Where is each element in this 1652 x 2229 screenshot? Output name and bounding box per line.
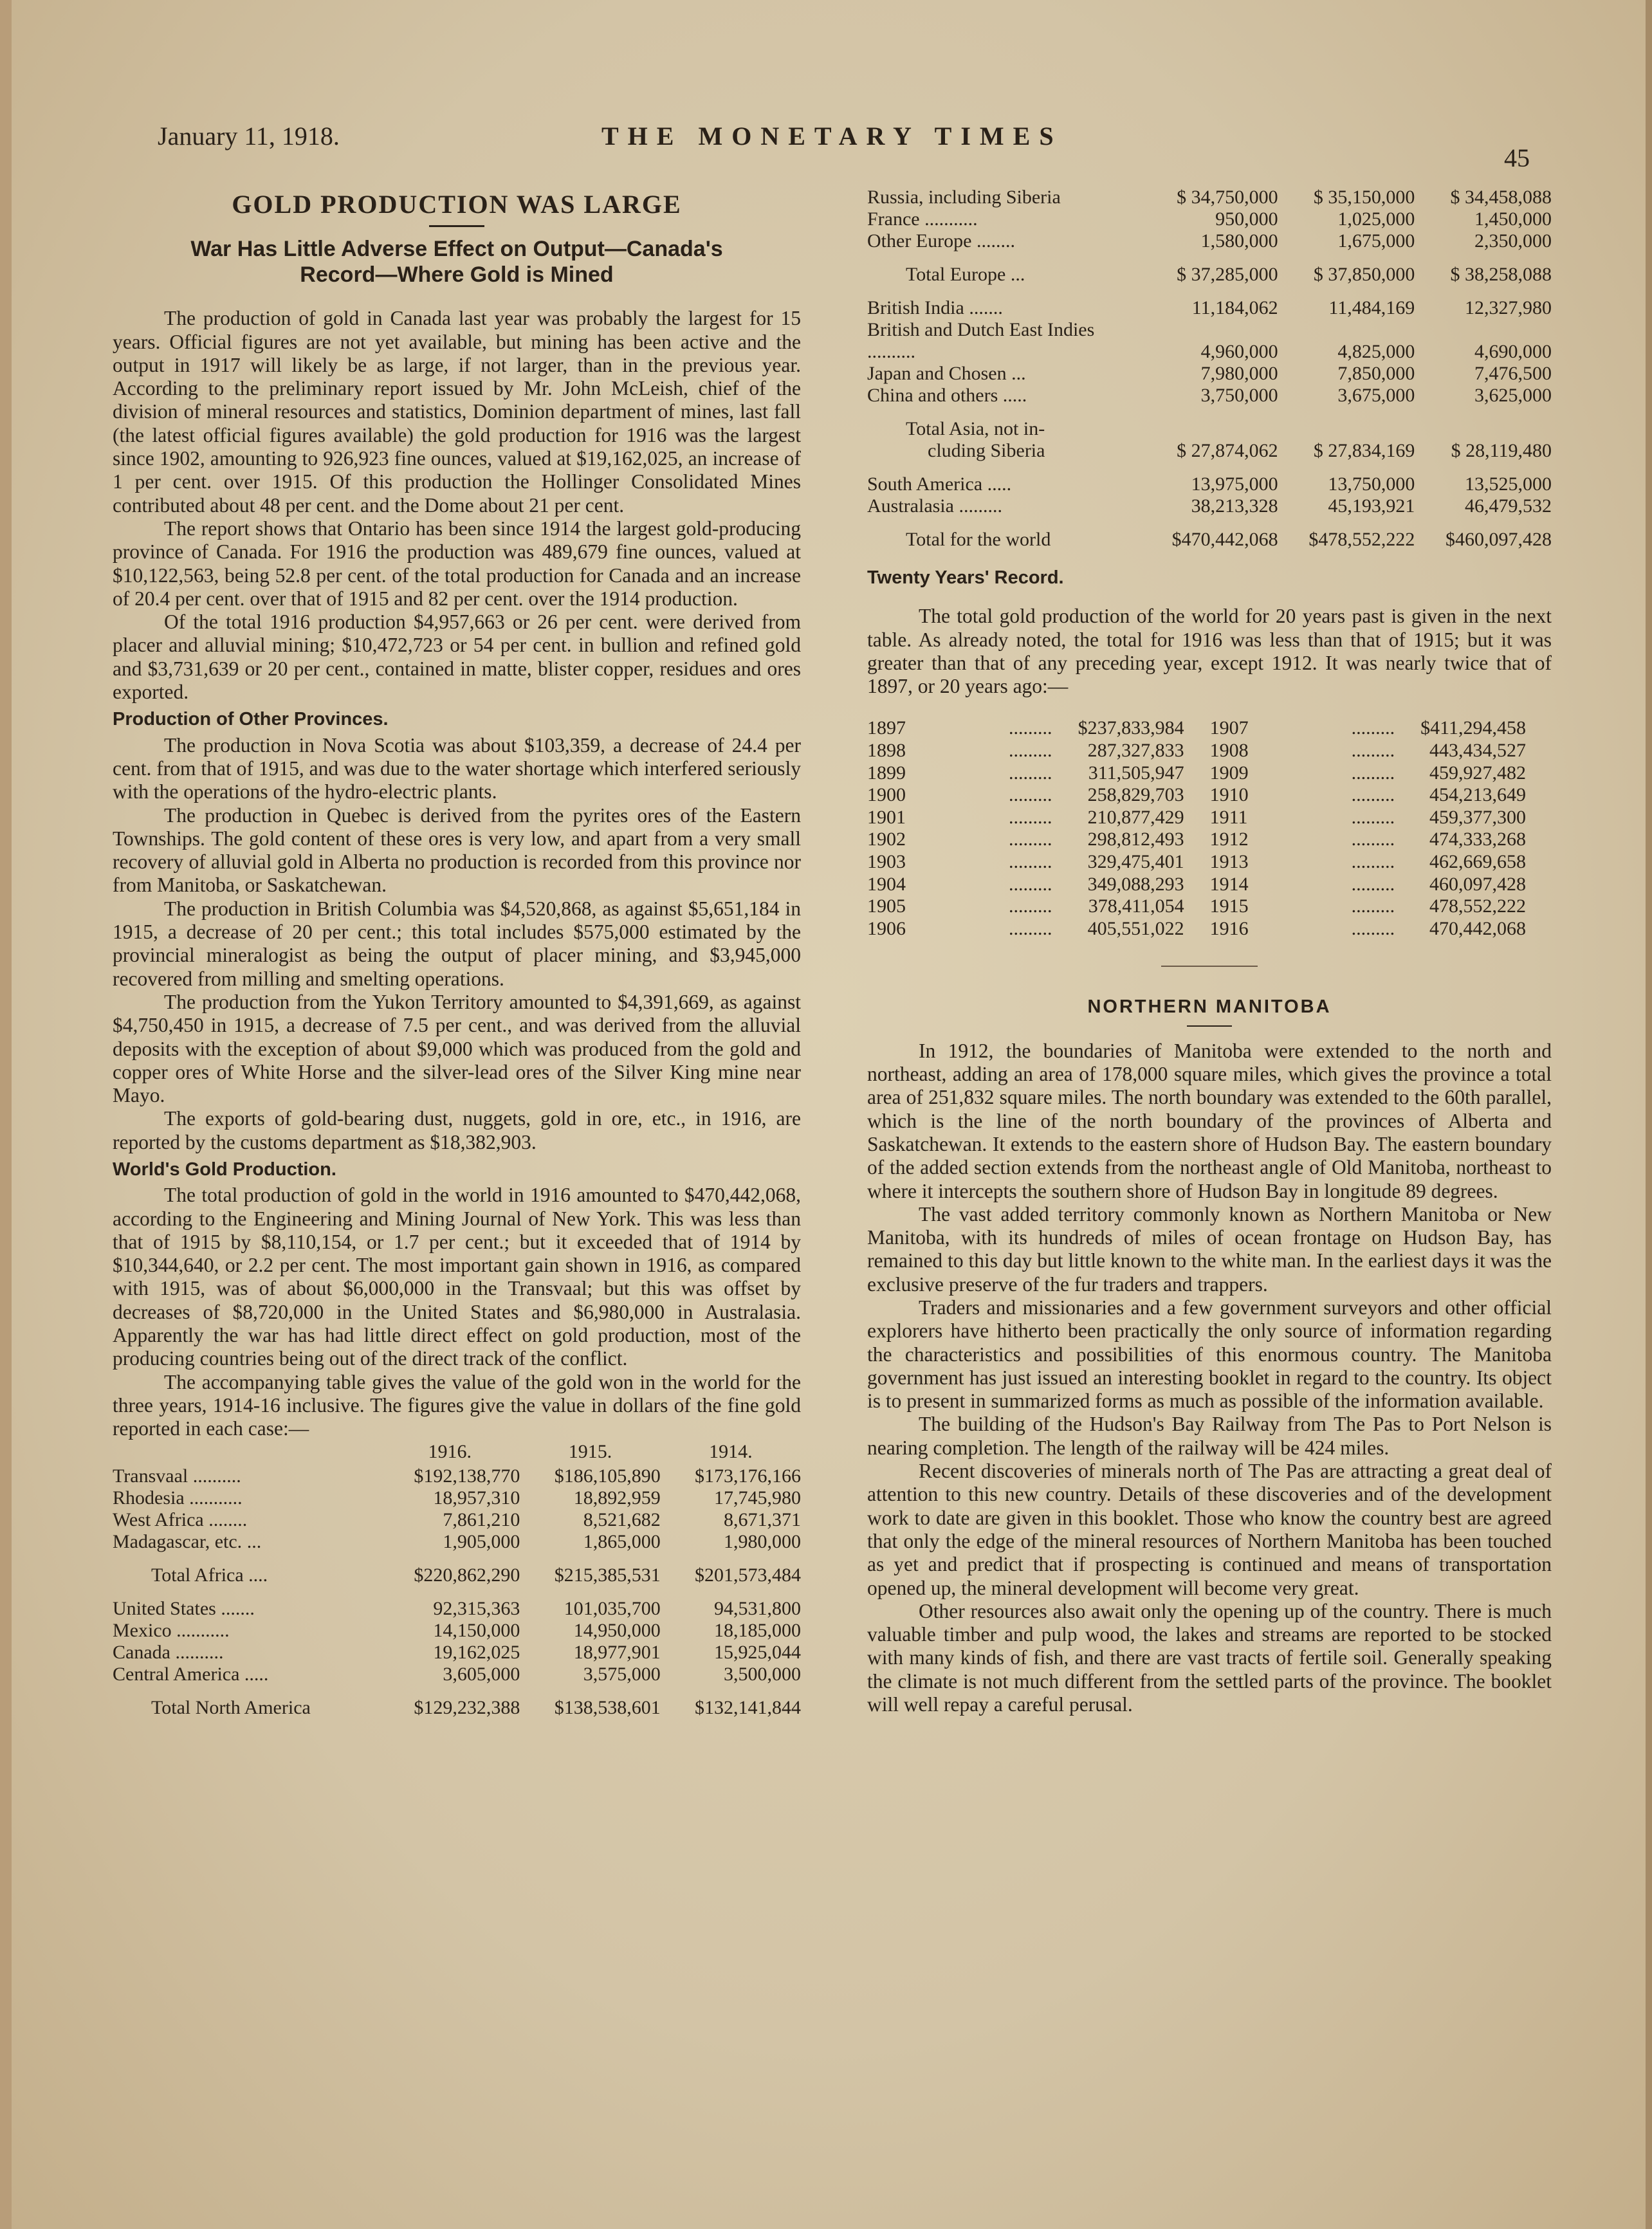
cell-value: 18,892,959 [573, 1487, 661, 1509]
leader-dots: ..... [1002, 385, 1027, 406]
leader-dots: ......... [1351, 895, 1395, 917]
value-cell: 329,475,401 [1087, 851, 1184, 873]
value-cell: 258,829,703 [1087, 784, 1184, 806]
cell-value: 92,315,363 [433, 1597, 520, 1619]
year-header: 1915. [568, 1440, 612, 1462]
table-row [867, 762, 1552, 785]
leader-dots: ........ [976, 230, 1015, 252]
year-header: 1916. [428, 1440, 472, 1462]
cell-value: 46,479,532 [1465, 495, 1552, 517]
paragraph: Traders and missionaries and a few government surveyors and other official explorers have hitherto been practically the only source of information regarding the characteristics and possibilities of this enormous country. The Manitoba government has just issued an interesting booklet in regard to the country. Its object is to present in summarized forms as much as possible of the information available. [867, 1296, 1552, 1413]
paragraph: The production in Nova Scotia was about $103,359, a decrease of 24.4 per cent. from that of 1915, and was due to the water shortage which interfered seriously with the operations of the hydro-electric plants. [113, 733, 801, 803]
cell-value: 18,957,310 [433, 1487, 520, 1509]
cell-value: $129,232,388 [414, 1696, 520, 1718]
cell-value: 1,980,000 [724, 1530, 801, 1552]
row-label: United States [113, 1597, 216, 1619]
year-cell: 1910 [1209, 784, 1249, 806]
value-cell: 474,333,268 [1429, 829, 1526, 850]
cell-value: 17,745,980 [714, 1487, 801, 1509]
cell-value: 2,350,000 [1474, 230, 1552, 252]
value-cell: 210,877,429 [1087, 806, 1184, 828]
cell-value: $ 37,285,000 [1177, 264, 1278, 285]
leader-dots: ......... [1009, 762, 1052, 784]
cell-value: 18,977,901 [573, 1641, 661, 1663]
paragraph: Recent discoveries of minerals north of The Pas are attracting a great deal of attention to this new country. Details of these discoveries and of the development work to date are given in this booklet. Those who know the country best are agreed that only the edge of the mineral resources of Northern Manitoba has been touched as yet and predict that if prospecting is continued and means of transportation opened up, the mineral development will become very great. [867, 1460, 1552, 1599]
year-cell: 1906 [867, 917, 906, 939]
value-cell: 311,505,947 [1088, 762, 1184, 784]
table-row [867, 717, 1552, 740]
paragraph: The production in British Columbia was $4,520,868, as against $5,651,184 in 1915, a decrease of 20 per cent.; this total includes $575,000 estimated by the provincial mineralogist as being the output of placer mining, and $3,945,000 recovered from milling and smelting operations. [113, 897, 801, 990]
cell-value: $ 27,874,062 [1177, 440, 1278, 461]
leader-dots: .......... [175, 1641, 224, 1663]
row-label: Mexico [113, 1619, 172, 1641]
table-row [867, 297, 1552, 319]
cell-value: 14,950,000 [573, 1619, 661, 1641]
cell-value: 45,193,921 [1328, 495, 1415, 517]
section-heading: Twenty Years' Record. [867, 567, 1064, 588]
year-header-row [113, 1441, 801, 1465]
cell-value: $ 27,834,169 [1313, 440, 1415, 461]
leader-dots: ... [1010, 264, 1025, 285]
cell-value: 13,975,000 [1191, 473, 1278, 495]
title-rule [429, 225, 484, 227]
leader-dots: ....... [969, 297, 1003, 318]
table-row [867, 495, 1552, 517]
paragraph: The production from the Yukon Territory amounted to $4,391,669, as against $4,750,450 in 1915, a decrease of 7.5 per cent., and was derived from the alluvial deposits with the exception of about $9,000 which was produced from the gold and copper ores of White Horse and the silver-lead ores of the Silver King mine near Mayo. [113, 990, 801, 1107]
table-row [867, 187, 1552, 208]
total-row [867, 517, 1552, 562]
leader-dots: ..... [987, 473, 1012, 495]
row-label: Total Asia, not in- [906, 418, 1045, 439]
cell-value: $173,176,166 [695, 1465, 801, 1487]
row-label: Transvaal [113, 1465, 188, 1487]
cell-value: 1,025,000 [1337, 208, 1415, 230]
leader-dots: ... [246, 1530, 262, 1552]
value-cell: 287,327,833 [1087, 740, 1184, 762]
leader-dots: ......... [1351, 740, 1395, 762]
leader-dots: ......... [1351, 873, 1395, 895]
leader-dots: ......... [1009, 740, 1052, 762]
cell-value: $470,442,068 [1171, 529, 1278, 550]
cell-value: 101,035,700 [564, 1597, 661, 1619]
article-title: NORTHERN MANITOBA [1087, 996, 1332, 1018]
cell-value: $ 34,750,000 [1177, 187, 1278, 208]
year-cell: 1898 [867, 740, 906, 762]
leader-dots: ......... [1351, 717, 1395, 739]
left-column [113, 187, 801, 1730]
year-cell: 1916 [1209, 917, 1249, 939]
row-label: Russia, including Siberia [867, 187, 1061, 208]
cell-value: 13,525,000 [1465, 473, 1552, 495]
paragraph: The total production of gold in the world in 1916 amounted to $470,442,068, according to the Engineering and Mining Journal of New York. This was less than that of 1915 by $8,110,154, or 1.7 per cent.; but it exceeded that of 1914 by $10,344,640, or 2.2 per cent. The most important gain shown in 1916, as compared with 1915, was of about $6,000,000 in the Transvaal; but this was offset by decreases of $8,720,000 in the United States and $6,980,000 in Australasia. Apparently the war has had little direct effect on gold production, most of the producing countries being out of the direct track of the conflict. [113, 1184, 801, 1370]
leader-dots: ........... [924, 208, 978, 230]
table-row [867, 807, 1552, 829]
cell-value: $460,097,428 [1446, 529, 1552, 550]
total-row [113, 1553, 801, 1598]
paragraph: The production of gold in Canada last year was probably the largest for 15 years. Official figures are not yet available, but mining has been active and the output in 1917 will likely be as large, if not larger, than in the previous year. According to the preliminary report issued by Mr. John McLeish, chief of the division of mineral resources and statistics, Dominion department of mines, last fall (the latest official figures available) the gold production for 1916 was the largest since 1902, amounting to 926,923 fine ounces, valued at $19,162,025, an increase of 1 per cent. over 1915. Of this production the Hollinger Consolidated Mines contributed about 48 per cent. and the Dome about 21 per cent. [113, 307, 801, 517]
section-separator [1161, 966, 1258, 967]
cell-value: 11,484,169 [1328, 297, 1415, 318]
row-label: Total Africa [151, 1564, 244, 1586]
leader-dots: ......... [1009, 806, 1052, 828]
year-header: 1914. [709, 1440, 753, 1462]
value-cell: 405,551,022 [1087, 917, 1184, 939]
cell-value: $220,862,290 [414, 1564, 520, 1586]
paragraph: Other resources also await only the opening up of the country. There is much valuable timber and pulp wood, the lakes and streams are reported to be stocked with many kinds of fish, and there are vast tracts of fertile soil. Generally speaking the climate is not much different from the settled parts of the province. The booklet will well repay a careful perusal. [867, 1599, 1552, 1716]
leader-dots: ......... [1009, 829, 1052, 850]
leader-dots: ......... [1351, 917, 1395, 939]
leader-dots: ........... [176, 1619, 230, 1641]
cell-value: 7,476,500 [1474, 363, 1552, 384]
value-cell: 470,442,068 [1429, 917, 1526, 939]
value-cell: 349,088,293 [1087, 873, 1184, 895]
cell-value: $138,538,601 [554, 1696, 661, 1718]
twenty-years-body [867, 717, 1552, 940]
table-row [113, 1509, 801, 1531]
table-row [867, 829, 1552, 851]
cell-value: 3,605,000 [443, 1663, 520, 1685]
leader-dots: ......... [1009, 851, 1052, 873]
table-row [867, 385, 1552, 407]
cell-value: $ 35,150,000 [1313, 187, 1415, 208]
value-cell: 378,411,054 [1088, 895, 1184, 917]
cell-value: $192,138,770 [414, 1465, 520, 1487]
year-cell: 1903 [867, 851, 906, 873]
cell-value: 94,531,800 [714, 1597, 801, 1619]
title-rule [1187, 1025, 1232, 1027]
row-label: cluding Siberia [928, 440, 1045, 461]
paragraph: The vast added territory commonly known as Northern Manitoba or New Manitoba, with its hundreds of miles of ocean frontage on Hudson Bay, has remained to this day but little known to the white man. In the earliest days it was the exclusive preserve of the fur traders and trappers. [867, 1202, 1552, 1296]
cell-value: 1,865,000 [583, 1530, 661, 1552]
row-label: British India [867, 297, 964, 318]
year-cell: 1904 [867, 873, 906, 895]
total-row [867, 407, 1552, 473]
subtitle-line-1: War Has Little Adverse Effect on Output—Canada's [190, 237, 723, 262]
section-heading: World's Gold Production. [113, 1159, 336, 1180]
year-cell: 1914 [1209, 873, 1249, 895]
year-cell: 1901 [867, 806, 906, 828]
table-row [113, 1620, 801, 1642]
row-label: Central America [113, 1663, 240, 1685]
cell-value: $ 37,850,000 [1313, 264, 1415, 285]
year-cell: 1900 [867, 784, 906, 806]
issue-date: January 11, 1918. [158, 122, 340, 151]
table-row [867, 851, 1552, 874]
cell-value: 14,150,000 [433, 1619, 520, 1641]
year-cell: 1897 [867, 717, 906, 739]
subtitle-line-2: Record—Where Gold is Mined [300, 262, 614, 288]
row-label: Other Europe [867, 230, 972, 252]
table-row [867, 895, 1552, 918]
paragraph: Of the total 1916 production $4,957,663 or 26 per cent. were derived from placer and alluvial mining; $10,472,723 or 54 per cent. in bullion and refined gold and $3,731,639 or 20 per cent., contained in matte, blister copper, residues and ores exported. [113, 610, 801, 704]
table-row [113, 1465, 801, 1487]
article-title: GOLD PRODUCTION WAS LARGE [232, 190, 682, 219]
table-row [867, 319, 1552, 363]
table-row [113, 1642, 801, 1664]
value-cell: $237,833,984 [1078, 717, 1184, 739]
cell-value: 8,521,682 [583, 1509, 661, 1530]
row-label: West Africa [113, 1509, 204, 1530]
cell-value: $ 28,119,480 [1451, 440, 1552, 461]
cell-value: $186,105,890 [554, 1465, 661, 1487]
year-cell: 1911 [1209, 806, 1248, 828]
table-row [113, 1598, 801, 1620]
cell-value: 7,861,210 [443, 1509, 520, 1530]
leader-dots: ........ [208, 1509, 248, 1530]
cell-value: 3,750,000 [1200, 385, 1278, 406]
row-label: Total North America [151, 1696, 311, 1718]
year-cell: 1899 [867, 762, 906, 784]
cell-value: 8,671,371 [724, 1509, 801, 1530]
cell-value: $ 34,458,088 [1450, 187, 1552, 208]
cell-value: 38,213,328 [1191, 495, 1278, 517]
page-edge-right [1646, 0, 1652, 2229]
row-label: Japan and Chosen [867, 363, 1007, 384]
table-row [113, 1664, 801, 1685]
paragraph: The exports of gold-bearing dust, nuggets, gold in ore, etc., in 1916, are reported by the customs department as $18,382,903. [113, 1107, 801, 1153]
cell-value: 7,980,000 [1200, 363, 1278, 384]
cell-value: 1,905,000 [443, 1530, 520, 1552]
cell-value: 4,825,000 [1337, 341, 1415, 362]
cell-value: 4,690,000 [1474, 341, 1552, 362]
value-cell: 298,812,493 [1087, 829, 1184, 850]
cell-value: $478,552,222 [1308, 529, 1415, 550]
cell-value: $132,141,844 [695, 1696, 801, 1718]
leader-dots: ......... [1351, 762, 1395, 784]
value-cell: 459,927,482 [1429, 762, 1526, 784]
year-cell: 1912 [1209, 829, 1249, 850]
year-cell: 1907 [1209, 717, 1249, 739]
cell-value: 3,500,000 [724, 1663, 801, 1685]
row-label: China and others [867, 385, 998, 406]
cell-value: 12,327,980 [1465, 297, 1552, 318]
row-label: Madagascar, etc. [113, 1530, 243, 1552]
cell-value: 3,675,000 [1337, 385, 1415, 406]
paragraph: The building of the Hudson's Bay Railway from The Pas to Port Nelson is nearing completion. The length of the railway will be 424 miles. [867, 1413, 1552, 1459]
paragraph: The accompanying table gives the value of the gold won in the world for the three years, 1914-16 inclusive. The figures give the value in dollars of the fine gold reported in each case:— [113, 1370, 801, 1440]
row-label: Total Europe [906, 264, 1006, 285]
total-row [867, 252, 1552, 297]
table-row [867, 740, 1552, 762]
row-label: Total for the world [906, 529, 1051, 550]
leader-dots: .... [248, 1564, 268, 1586]
table-row [113, 1531, 801, 1553]
year-cell: 1902 [867, 829, 906, 850]
value-cell: 443,434,527 [1429, 740, 1526, 762]
masthead-title: THE MONETARY TIMES [601, 122, 1063, 151]
paragraph: The report shows that Ontario has been since 1914 the largest gold-producing province of Canada. For 1916 the production was 489,679 fine ounces, valued at $10,122,563, being 52.8 per cent. of the total production for Canada and an increase of 20.4 per cent. over that of 1915 and 82 per cent. over the 1914 production. [113, 517, 801, 610]
twenty-years-table [867, 717, 1552, 940]
leader-dots: ......... [1009, 784, 1052, 806]
cell-value: 4,960,000 [1200, 341, 1278, 362]
leader-dots: ......... [1009, 717, 1052, 739]
page-number: 45 [1504, 143, 1530, 172]
cell-value: 3,575,000 [583, 1663, 661, 1685]
cell-value: $215,385,531 [554, 1564, 661, 1586]
leader-dots: .......... [867, 341, 915, 362]
paragraph: The production in Quebec is derived from the pyrites ores of the Eastern Townships. The gold content of these ores is very low, and apart from a very small recovery of alluvial gold in Alberta no production is recorded from this province nor from Manitoba, or Saskatchewan. [113, 803, 801, 897]
table-row [867, 208, 1552, 230]
value-cell: 462,669,658 [1429, 851, 1526, 873]
leader-dots: .......... [192, 1465, 241, 1487]
year-cell: 1913 [1209, 851, 1249, 873]
leader-dots: ......... [1351, 806, 1395, 828]
cell-value: 13,750,000 [1328, 473, 1415, 495]
value-cell: 460,097,428 [1429, 873, 1526, 895]
table-row [867, 918, 1552, 940]
leader-dots: ....... [221, 1597, 255, 1619]
row-label: Rhodesia [113, 1487, 185, 1509]
year-cell: 1909 [1209, 762, 1249, 784]
row-label: South America [867, 473, 983, 495]
leader-dots: ......... [1009, 873, 1052, 895]
year-cell: 1905 [867, 895, 906, 917]
cell-value: $201,573,484 [695, 1564, 801, 1586]
gold-production-table-europe-asia [867, 187, 1552, 562]
leader-dots: ... [1011, 363, 1026, 384]
paragraph: The total gold production of the world for 20 years past is given in the next table. As already noted, the total for 1916 was less than that of 1915; but it was greater than that of any preceding year, except 1912. It was nearly twice that of 1897, or 20 years ago:— [867, 605, 1552, 698]
section-heading: Production of Other Provinces. [113, 709, 389, 730]
page-edge-left [0, 0, 12, 2229]
row-label: France [867, 208, 920, 230]
cell-value: 15,925,044 [714, 1641, 801, 1663]
row-label: Australasia [867, 495, 954, 517]
cell-value: 19,162,025 [433, 1641, 520, 1663]
table-row [867, 363, 1552, 385]
table-row [867, 230, 1552, 252]
leader-dots: ......... [1009, 895, 1052, 917]
value-cell: $411,294,458 [1420, 717, 1526, 739]
table-row [113, 1487, 801, 1509]
cell-value: 7,850,000 [1337, 363, 1415, 384]
row-label: Canada [113, 1641, 170, 1663]
cell-value: 11,184,062 [1191, 297, 1278, 318]
leader-dots: ......... [1351, 829, 1395, 850]
row-label: British and Dutch East Indies [867, 319, 1095, 340]
cell-value: 18,185,000 [714, 1619, 801, 1641]
value-cell: 459,377,300 [1429, 806, 1526, 828]
leader-dots: ..... [244, 1663, 269, 1685]
cell-value: 1,580,000 [1200, 230, 1278, 252]
year-cell: 1908 [1209, 740, 1249, 762]
leader-dots: ......... [1351, 784, 1395, 806]
gold-production-table-africa-america [113, 1441, 801, 1730]
value-cell: 454,213,649 [1429, 784, 1526, 806]
cell-value: 1,675,000 [1337, 230, 1415, 252]
paragraph: In 1912, the boundaries of Manitoba were extended to the north and northeast, adding an area of 178,000 square miles, which gives the province a total area of 251,832 square miles. The north boundary was extended to the 60th parallel, which is the line of the north boundary of the provinces of Alberta and Saskatchewan. It extends to the eastern shore of Hudson Bay. The eastern boundary of the added section extends from the northeast angle of Old Manitoba, northeast to where it intercepts the southern shore of Hudson Bay in longitude 89 degrees. [867, 1039, 1552, 1202]
table-row [867, 473, 1552, 495]
value-cell: 478,552,222 [1429, 895, 1526, 917]
year-cell: 1915 [1209, 895, 1249, 917]
cell-value: 950,000 [1215, 208, 1278, 230]
right-column [867, 187, 1552, 1716]
leader-dots: ......... [959, 495, 1002, 517]
total-row [113, 1685, 801, 1730]
leader-dots: ........... [189, 1487, 243, 1509]
cell-value: 3,625,000 [1474, 385, 1552, 406]
table-row [867, 784, 1552, 807]
table-row [867, 874, 1552, 896]
leader-dots: ......... [1351, 851, 1395, 873]
leader-dots: ......... [1009, 917, 1052, 939]
cell-value: $ 38,258,088 [1450, 264, 1552, 285]
cell-value: 1,450,000 [1474, 208, 1552, 230]
article-subtitle [113, 236, 801, 288]
